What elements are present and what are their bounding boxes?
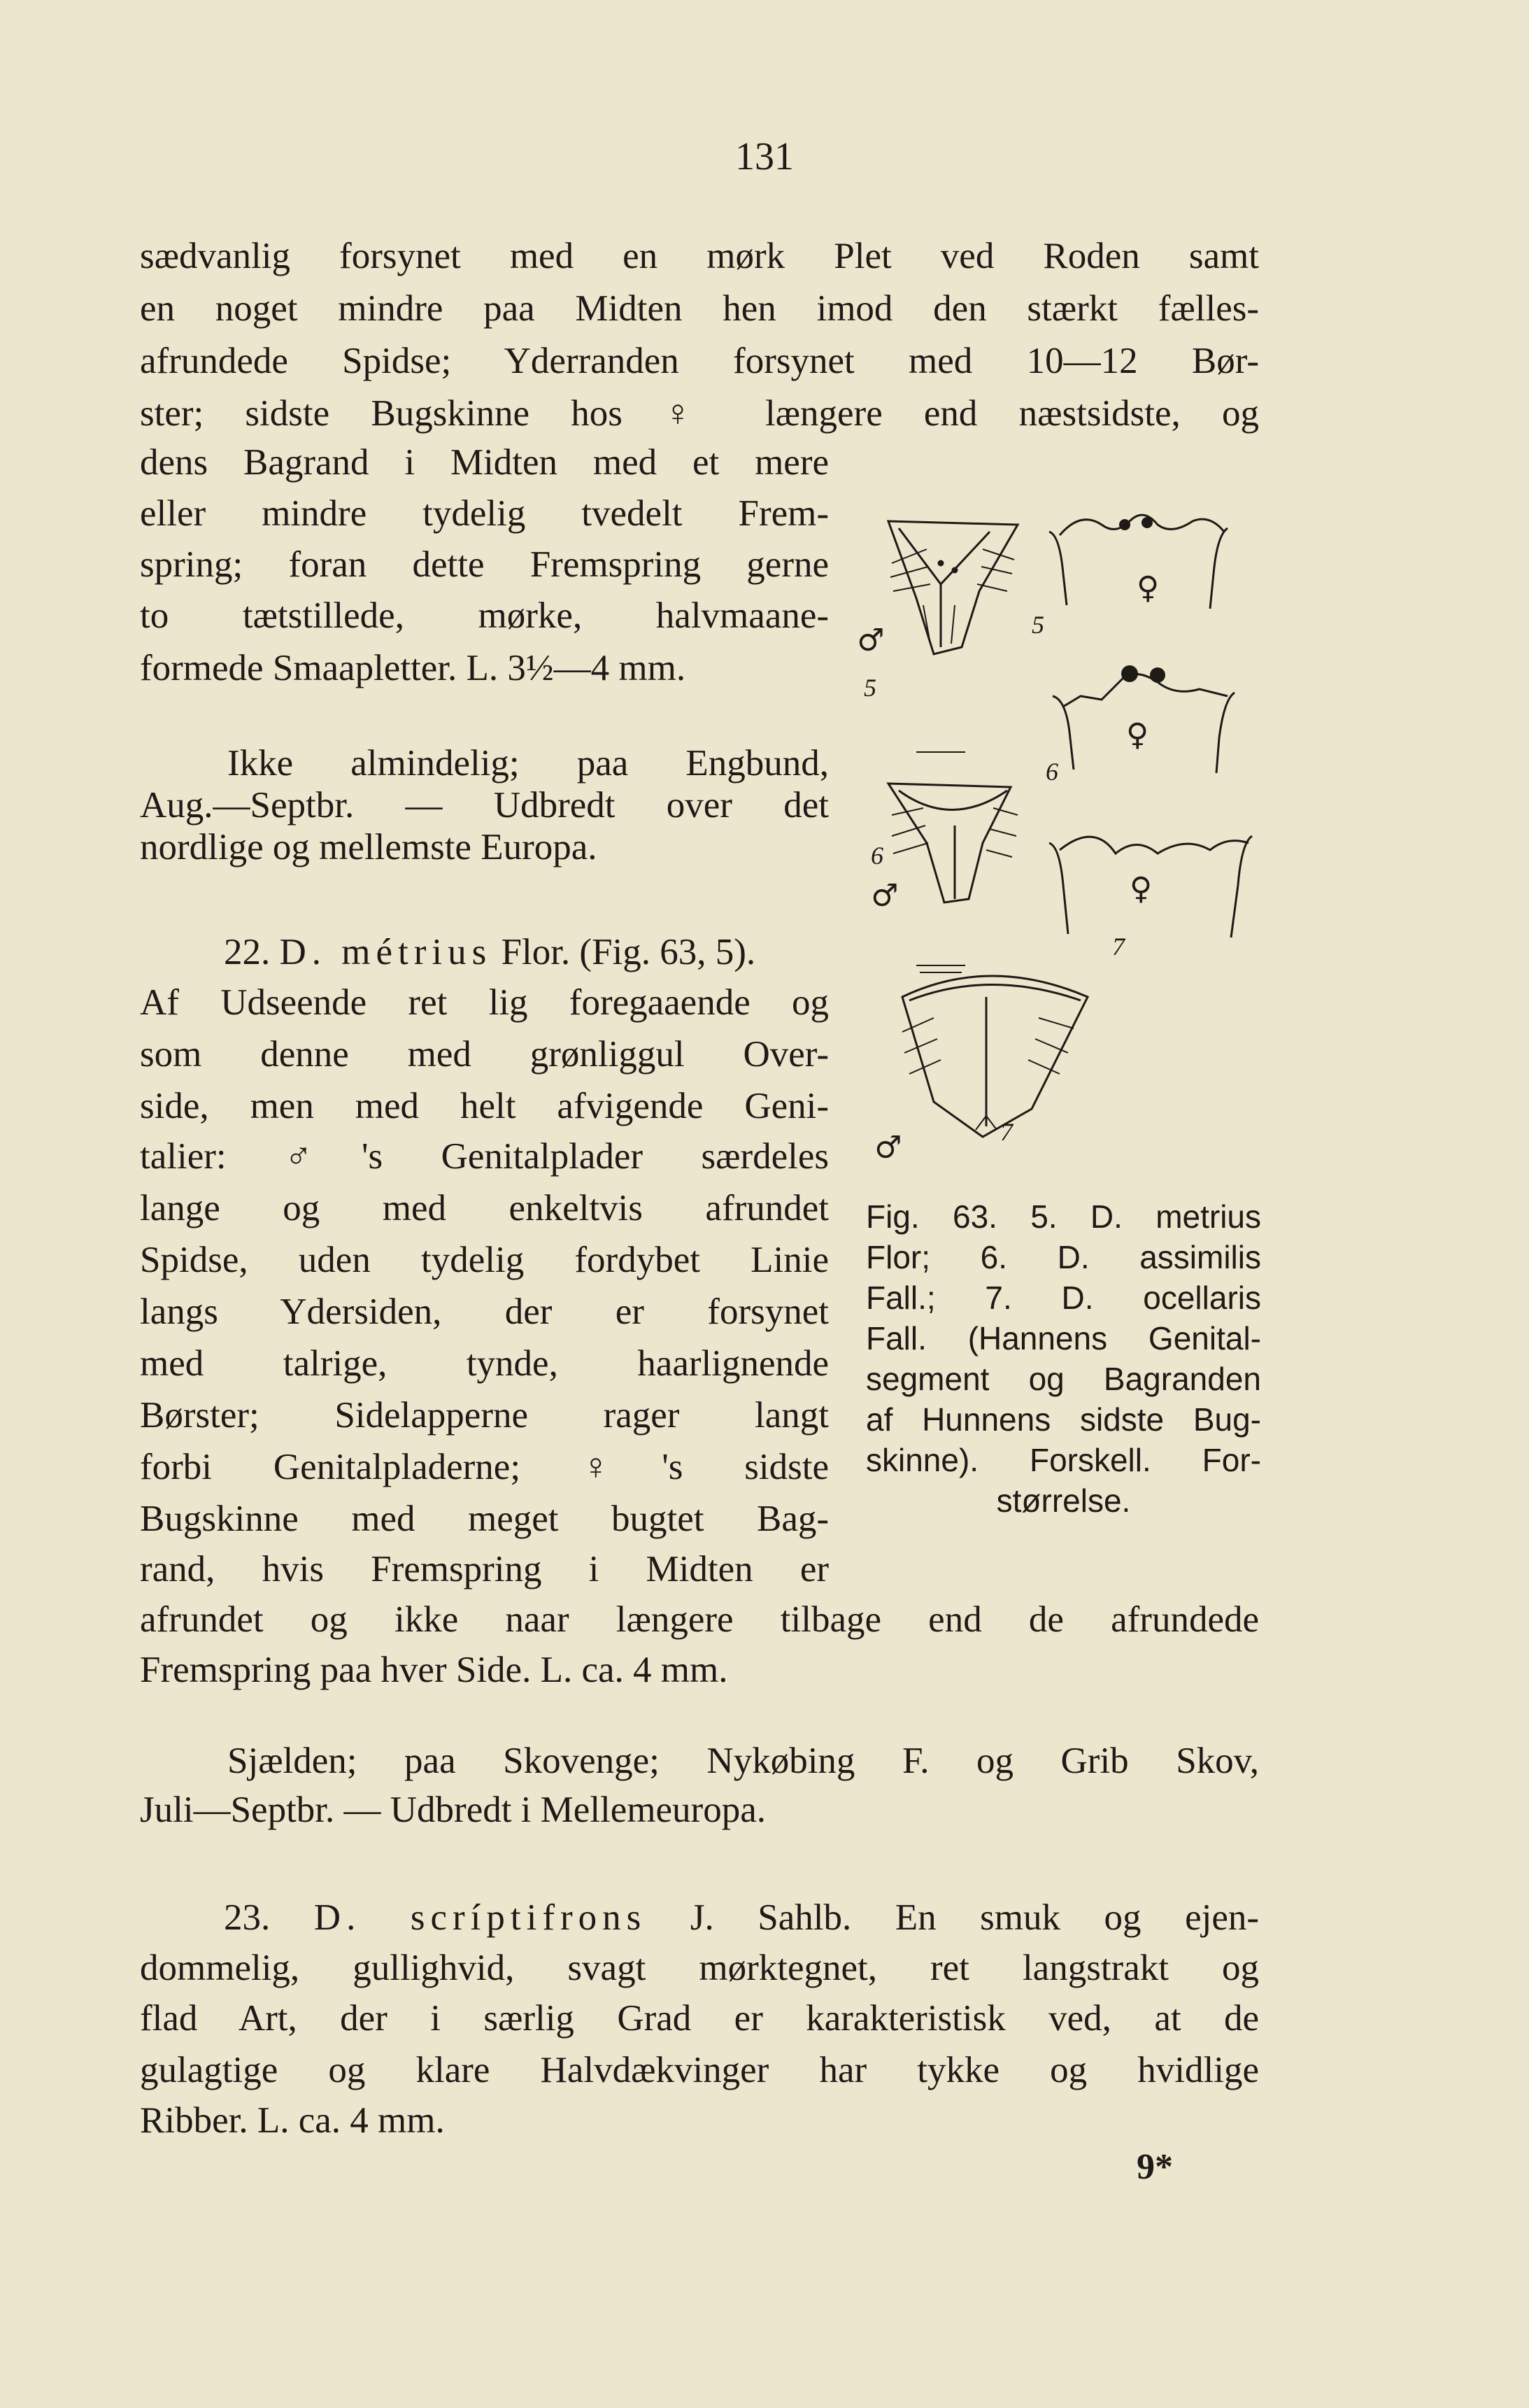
text-line: afrundede Spidse; Yderranden forsynet med 10—12 Bør-: [140, 341, 1259, 381]
text-line: lange og med enkeltvis afrundet: [140, 1188, 829, 1228]
figure-caption-line: af Hunnens sidste Bug-: [866, 1401, 1261, 1438]
text-line: nordlige og mellemste Europa.: [140, 827, 597, 867]
text-line: J. Sahlb. En smuk og ejen-: [690, 1897, 1260, 1938]
species-23-heading: [224, 1896, 1259, 1939]
figure-63-illustration: [850, 507, 1280, 1179]
text-line: langs Ydersiden, der er forsynet: [140, 1291, 829, 1332]
text-line: Aug.—Septbr. — Udbredt over det: [140, 785, 829, 826]
text-line: flad Art, der i særlig Grad er karakteristisk ved, at de: [140, 1998, 1259, 2039]
text-line: side, men med helt afvigende Geni-: [140, 1086, 829, 1126]
text-line: formede Smaapletter. L. 3½—4 mm.: [140, 648, 686, 688]
male-symbol-label: ♂: [857, 623, 885, 658]
text-line: en noget mindre paa Midten hen imod den stærkt fælles-: [140, 288, 1259, 329]
male-symbol-label: ♂: [874, 1130, 902, 1166]
signature-mark: 9*: [1137, 2147, 1173, 2187]
fig-number-label: 7: [1000, 1118, 1013, 1146]
male-genital-segment-6: [888, 784, 1018, 902]
figure-caption-line: segment og Bagranden: [866, 1361, 1261, 1397]
text-line: med talrige, tynde, haarlignende: [140, 1343, 829, 1384]
text-line: to tætstillede, mørke, halvmaane-: [140, 595, 829, 636]
text-line: Bugskinne med meget bugtet Bag-: [140, 1499, 829, 1539]
female-symbol-label: ♀: [1126, 717, 1149, 753]
female-symbol-label: ♀: [1130, 871, 1153, 907]
male-genital-segment-5: [888, 521, 1018, 654]
text-line: Fremspring paa hver Side. L. ca. 4 mm.: [140, 1650, 728, 1690]
species-name: D. scríptifrons: [313, 1897, 647, 1938]
fig-number-label: 7: [1112, 933, 1125, 961]
divider-dash: [916, 965, 965, 972]
species-name: D. métrius: [279, 932, 492, 972]
text-line: dens Bagrand i Midten med et mere: [140, 442, 829, 483]
species-number: 22.: [224, 932, 271, 972]
text-line: talier: ♂'s Genitalplader særdeles: [140, 1136, 829, 1177]
text-line: rand, hvis Fremspring i Midten er: [140, 1549, 829, 1589]
text-line: som denne med grønliggul Over-: [140, 1034, 829, 1075]
text-line: ster; sidste Bugskinne hos ♀ længere end næstsidste, og: [140, 393, 1259, 434]
fig-number-label: 6: [1046, 758, 1058, 786]
figure-63: [850, 507, 1280, 1179]
text-line: gulagtige og klare Halvdækvinger har tykke og hvidlige: [140, 2050, 1259, 2090]
male-symbol-label: ♂: [871, 878, 899, 914]
figure-caption-line: størrelse.: [996, 1482, 1131, 1519]
fig-number-label: 5: [864, 674, 876, 702]
text-line: sædvanlig forsynet med en mørk Plet ved Roden samt: [140, 236, 1259, 276]
figure-caption-line: Fall.; 7. D. ocellaris: [866, 1280, 1261, 1316]
text-line: Spidse, uden tydelig fordybet Linie: [140, 1240, 829, 1280]
text-line: afrundet og ikke naar længere tilbage end de afrundede: [140, 1599, 1259, 1640]
text-line: Juli—Septbr. — Udbredt i Mellemeuropa.: [140, 1790, 766, 1830]
text-line: Ribber. L. ca. 4 mm.: [140, 2100, 445, 2141]
female-symbol-label: ♀: [1137, 570, 1160, 606]
text-line: spring; foran dette Fremspring gerne: [140, 544, 829, 585]
text-line: dommelig, gullighvid, svagt mørktegnet, ret langstrakt og: [140, 1948, 1259, 1988]
text-line: Børster; Sidelapperne rager langt: [140, 1395, 829, 1436]
figure-caption-line: skinne). Forskell. For-: [866, 1442, 1261, 1478]
fig-number-label: 6: [871, 842, 883, 870]
species-22-heading: [224, 930, 829, 974]
species-author: Flor. (Fig. 63, 5).: [501, 932, 756, 972]
text-line: Sjælden; paa Skovenge; Nykøbing F. og Grib Skov,: [227, 1741, 1259, 1781]
species-number: 23.: [224, 1897, 271, 1938]
male-genital-segment-7: [902, 976, 1088, 1137]
text-line: Ikke almindelig; paa Engbund,: [227, 743, 829, 784]
figure-caption-line: Fall. (Hannens Genital-: [866, 1320, 1261, 1357]
fig-number-label: 5: [1032, 611, 1044, 639]
figure-caption-line: Fig. 63. 5. D. metrius: [866, 1198, 1261, 1235]
text-line: forbi Genitalpladerne; ♀'s sidste: [140, 1447, 829, 1487]
page-number: 131: [735, 135, 794, 178]
text-line: Af Udseende ret lig foregaaende og: [140, 982, 829, 1023]
text-line: eller mindre tydelig tvedelt Frem-: [140, 493, 829, 534]
figure-caption-line: Flor; 6. D. assimilis: [866, 1239, 1261, 1275]
